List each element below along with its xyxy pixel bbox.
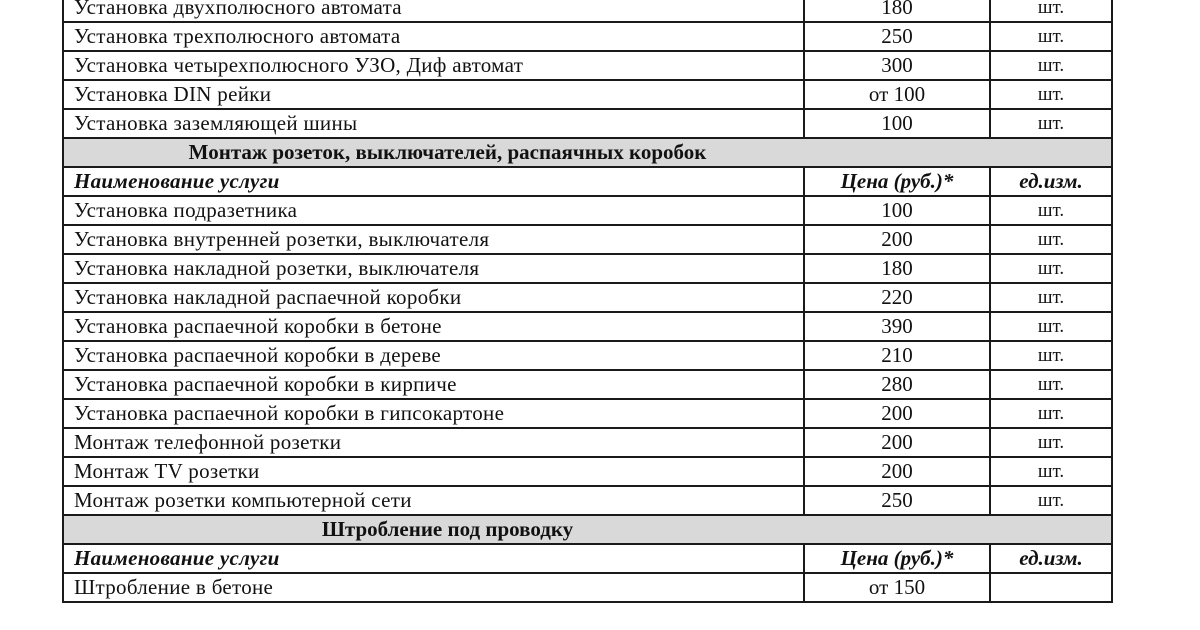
table-row (63, 486, 1112, 515)
service-price: 100 (804, 109, 990, 138)
service-unit: шт. (990, 312, 1112, 341)
table-row (63, 573, 1112, 602)
service-name: Монтаж розетки компьютерной сети (63, 486, 804, 515)
column-header-unit: ед.изм. (990, 544, 1112, 573)
service-price: от 150 (804, 573, 990, 602)
service-name: Установка распаечной коробки в кирпиче (63, 370, 804, 399)
table-row (63, 51, 1112, 80)
service-price: 180 (804, 254, 990, 283)
service-unit: шт. (990, 283, 1112, 312)
column-header-unit: ед.изм. (990, 167, 1112, 196)
table-row (63, 80, 1112, 109)
service-unit: шт. (990, 0, 1112, 22)
service-name: Установка внутренней розетки, выключателя (63, 225, 804, 254)
section-title (63, 138, 1112, 167)
service-name: Установка распаечной коробки в бетоне (63, 312, 804, 341)
service-price: 280 (804, 370, 990, 399)
service-name: Штробление в бетоне (63, 573, 804, 602)
service-name: Установка распаечной коробки в гипсокартоне (63, 399, 804, 428)
service-unit: шт. (990, 254, 1112, 283)
service-name: Установка заземляющей шины (63, 109, 804, 138)
service-price: 220 (804, 283, 990, 312)
section-title-text: Штробление под проводку (321, 517, 574, 541)
service-name: Установка подразетника (63, 196, 804, 225)
table-row (63, 341, 1112, 370)
service-unit (990, 573, 1112, 602)
table-row (63, 428, 1112, 457)
section-title-text: Монтаж розеток, выключателей, распаячных коробок (188, 140, 707, 164)
service-name: Установка двухполюсного автомата (63, 0, 804, 22)
service-name: Монтаж телефонной розетки (63, 428, 804, 457)
service-name: Установка накладной розетки, выключателя (63, 254, 804, 283)
table-row (63, 457, 1112, 486)
service-unit: шт. (990, 399, 1112, 428)
service-name: Монтаж TV розетки (63, 457, 804, 486)
column-header-price: Цена (руб.)* (804, 544, 990, 573)
column-header-name: Наименование услуги (63, 167, 804, 196)
table-row (63, 283, 1112, 312)
table-row (63, 254, 1112, 283)
service-price: 200 (804, 457, 990, 486)
service-name: Установка распаечной коробки в дереве (63, 341, 804, 370)
service-unit: шт. (990, 225, 1112, 254)
column-header-row (63, 167, 1112, 196)
service-name: Установка четырехполюсного УЗО, Диф автомат (63, 51, 804, 80)
service-price: 210 (804, 341, 990, 370)
section-header-row (63, 515, 1112, 544)
service-price: 300 (804, 51, 990, 80)
column-header-price: Цена (руб.)* (804, 167, 990, 196)
service-unit: шт. (990, 457, 1112, 486)
table-row (63, 370, 1112, 399)
column-header-row (63, 544, 1112, 573)
table-row (63, 0, 1112, 22)
service-unit: шт. (990, 109, 1112, 138)
service-unit: шт. (990, 370, 1112, 399)
service-price: 200 (804, 399, 990, 428)
service-unit: шт. (990, 428, 1112, 457)
service-unit: шт. (990, 341, 1112, 370)
service-price: 100 (804, 196, 990, 225)
service-unit: шт. (990, 51, 1112, 80)
service-name: Установка трехполюсного автомата (63, 22, 804, 51)
service-price: 250 (804, 22, 990, 51)
service-price: от 100 (804, 80, 990, 109)
service-name: Установка накладной распаечной коробки (63, 283, 804, 312)
table-row (63, 225, 1112, 254)
column-header-name: Наименование услуги (63, 544, 804, 573)
service-price: 250 (804, 486, 990, 515)
section-header-row (63, 138, 1112, 167)
service-unit: шт. (990, 80, 1112, 109)
service-unit: шт. (990, 486, 1112, 515)
service-price: 390 (804, 312, 990, 341)
section-title (63, 515, 1112, 544)
price-table (62, 0, 1113, 603)
table-row (63, 109, 1112, 138)
table-row (63, 399, 1112, 428)
service-price: 180 (804, 0, 990, 22)
service-price: 200 (804, 428, 990, 457)
service-name: Установка DIN рейки (63, 80, 804, 109)
table-row (63, 196, 1112, 225)
table-row (63, 22, 1112, 51)
service-price: 200 (804, 225, 990, 254)
table-row (63, 312, 1112, 341)
service-unit: шт. (990, 22, 1112, 51)
service-unit: шт. (990, 196, 1112, 225)
